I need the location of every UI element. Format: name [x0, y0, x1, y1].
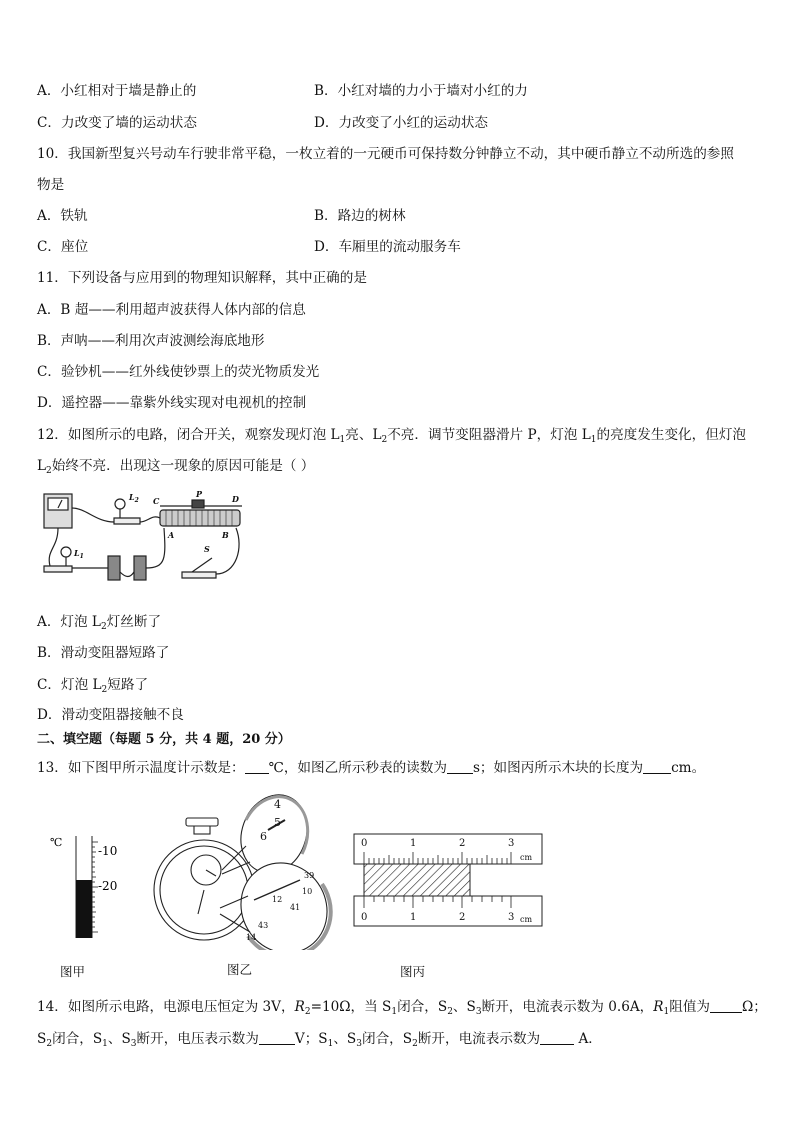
q12-option-b: B．滑动变阻器短路了 [37, 645, 170, 661]
wood-block [364, 864, 470, 896]
switch-icon [182, 572, 216, 578]
ruler-figure [350, 830, 550, 934]
mercury-column [76, 880, 92, 938]
q9-option-c: C．力改变了墙的运动状态 [37, 115, 197, 131]
q11-option-d: D．遥控器——靠紫外线实现对电视机的控制 [37, 395, 307, 411]
ruler-bottom-0: 0 [361, 912, 368, 923]
thermometer-unit: ℃ [50, 836, 63, 849]
q11-stem: 11．下列设备与应用到的物理知识解释，其中正确的是 [37, 270, 367, 286]
q12-stem-line1: 12．如图所示的电路，闭合开关，观察发现灯泡 $L_1$亮、$L_2$不亮．调节变阻器滑片 P，灯泡 $L_1$的亮度发生变化，但灯泡 [37, 427, 747, 445]
thermometer-figure [40, 832, 130, 942]
label-d: D [232, 494, 239, 504]
ruler-bottom-unit: cm [520, 915, 533, 924]
q12-stem-line2: $L_2$始终不亮．出现这一现象的原因可能是（ ） [37, 458, 315, 476]
q9-option-a: A．小红相对于墙是静止的 [37, 83, 197, 99]
blank-2 [447, 761, 473, 774]
q12-option-d: D．滑动变阻器接触不良 [37, 707, 184, 723]
dial-label-14: 14 [246, 933, 257, 942]
dial-label-43: 43 [258, 921, 269, 930]
q14-stem-line1: 14．如图所示电路，电源电压恒定为 3V，$R_2=10\Omega$，当 $S_1$闭合，$S_2$、$S_3$断开，电流表示数为 0.6A，$R_1$阻值为 Ω； [37, 999, 767, 1017]
label-a: A [168, 530, 175, 540]
label-l2: $L_2$ [129, 492, 139, 504]
section-heading: 二、填空题（每题 5 分，共 4 题，20 分） [37, 732, 291, 747]
q9-option-d: D．力改变了小红的运动状态 [314, 115, 489, 131]
label-l1: $L_1$ [74, 548, 84, 560]
thermometer-tick-1: -10 [98, 844, 118, 858]
caption-bing: 图丙 [400, 964, 426, 979]
caption-jia: 图甲 [60, 964, 86, 979]
q11-option-c: C．验钞机——红外线使钞票上的荧光物质发光 [37, 364, 320, 380]
ruler-top-2: 2 [459, 838, 466, 849]
q10-option-b: B．路边的树林 [314, 208, 406, 224]
dial-label-4: 4 [274, 798, 281, 811]
q14-stem-line2: $S_2$闭合，$S_1$、$S_3$断开，电压表示数为 V；$S_1$、$S_3$闭合，$S_2$断开，电流表示数为 A． [37, 1031, 602, 1049]
dial-label-5: 5 [274, 816, 281, 829]
q12-option-c: C．灯泡 $L_2$短路了 [37, 677, 149, 695]
q10-option-d: D．车厢里的流动服务车 [314, 239, 461, 255]
dial-label-10: 10 [302, 887, 313, 896]
battery-icon [108, 556, 120, 580]
circuit-diagram [36, 488, 256, 588]
ruler-bottom-1: 1 [410, 912, 417, 923]
q13-stem: 13．如下图甲所示温度计示数是： ℃，如图乙所示秒表的读数为 s；如图丙所示木块的长度为 cm。 [37, 760, 706, 776]
ruler-top-1: 1 [410, 838, 417, 849]
ruler-bottom-3: 3 [508, 912, 515, 923]
ruler-bottom-2: 2 [459, 912, 466, 923]
ruler-top-0: 0 [361, 838, 368, 849]
q12-option-a: A．灯泡 $L_2$灯丝断了 [37, 614, 162, 632]
dial-label-12: 12 [272, 895, 283, 904]
blank-6 [540, 1032, 574, 1045]
q10-stem-line2: 物是 [37, 177, 65, 193]
ruler-top-3: 3 [508, 838, 515, 849]
dial-label-41: 41 [290, 903, 301, 912]
dial-label-39: 39 [304, 871, 315, 880]
q11-option-a: A．B 超——利用超声波获得人体内部的信息 [37, 302, 306, 318]
blank-1 [245, 761, 269, 774]
label-s: S [204, 544, 210, 554]
stopwatch-figure [150, 790, 340, 950]
blank-5 [259, 1032, 295, 1045]
q10-option-a: A．铁轨 [37, 208, 88, 224]
q9-option-b: B．小红对墙的力小于墙对小红的力 [314, 83, 528, 99]
thermometer-tick-2: -20 [98, 879, 118, 893]
label-p: P [196, 489, 203, 499]
label-b: B [222, 530, 229, 540]
bulb-l1-icon [61, 547, 71, 557]
q11-option-b: B．声呐——利用次声波测绘海底地形 [37, 333, 265, 349]
blank-4 [710, 1000, 742, 1013]
bulb-l2-icon [115, 499, 125, 509]
ruler-top-unit: cm [520, 853, 533, 862]
dial-label-6: 6 [260, 830, 267, 843]
q10-option-c: C．座位 [37, 239, 89, 255]
blank-3 [643, 761, 671, 774]
q10-stem-line1: 10．我国新型复兴号动车行驶非常平稳，一枚立着的一元硬币可保持数分钟静立不动，其中硬币静立不动所选的参照 [37, 146, 734, 162]
caption-yi: 图乙 [227, 962, 253, 977]
label-c: C [153, 496, 160, 506]
